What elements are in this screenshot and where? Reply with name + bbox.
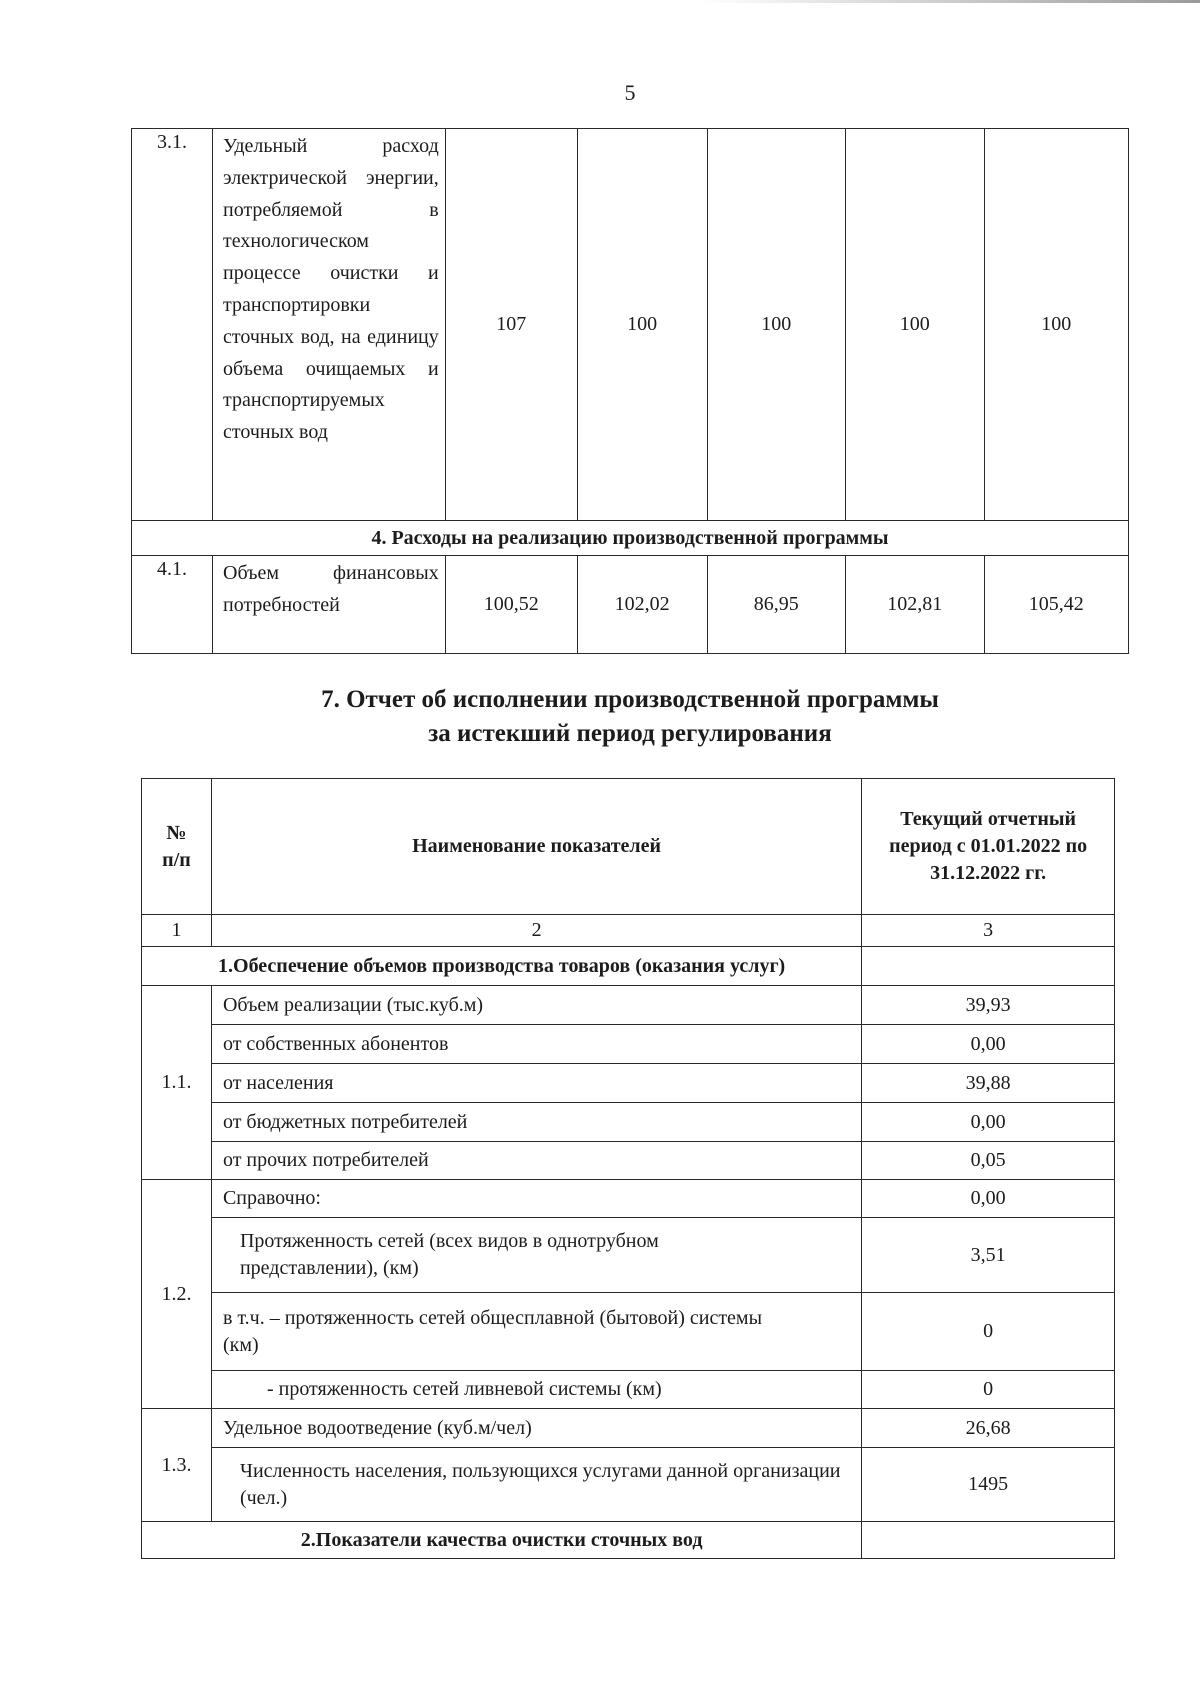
value-cell: 86,95 <box>707 556 845 654</box>
value-cell: 100 <box>577 129 707 521</box>
table-row <box>142 1142 1115 1180</box>
indicator-name: - протяженность сетей ливневой системы (км) <box>211 1371 861 1409</box>
table-row <box>142 1218 1115 1293</box>
indicator-name: от собственных абонентов <box>211 1025 861 1064</box>
indicator-name: Протяженность сетей (всех видов в однотрубном представлении), (км) <box>211 1218 861 1293</box>
row-name: Удельный расход электрической энергии, потребляемой в технологическом процессе очистки и транспортировки сточных вод, на единицу объема очищаемых и транспортируемых сточных вод <box>213 129 446 521</box>
indicator-value: 39,88 <box>862 1064 1115 1103</box>
header-row <box>142 779 1115 915</box>
group-number: 1.1. <box>142 986 212 1180</box>
indicator-value: 0,00 <box>862 1025 1115 1064</box>
table-row <box>142 1180 1115 1218</box>
table-row <box>142 1293 1115 1371</box>
table-row <box>142 1025 1115 1064</box>
indicator-name: Справочно: <box>211 1180 861 1218</box>
indicator-value: 3,51 <box>862 1218 1115 1293</box>
indicator-value: 0 <box>862 1293 1115 1371</box>
table-row-4-1 <box>132 556 1129 654</box>
row-name: Объем финансовых потребностей <box>213 556 446 654</box>
row-number: 3.1. <box>132 129 213 521</box>
production-program-report-table <box>141 778 1115 1559</box>
column-number: 2 <box>211 915 861 947</box>
indicator-value: 0 <box>862 1371 1115 1409</box>
group-number: 1.2. <box>142 1180 212 1409</box>
value-cell: 107 <box>445 129 577 521</box>
value-cell: 105,42 <box>984 556 1128 654</box>
indicator-value: 1495 <box>862 1448 1115 1522</box>
indicator-name: Объем реализации (тыс.куб.м) <box>211 986 861 1025</box>
table-row <box>142 1371 1115 1409</box>
section-row-2 <box>142 1522 1115 1559</box>
row-number: 4.1. <box>132 556 213 654</box>
indicator-value: 0,05 <box>862 1142 1115 1180</box>
indicator-name: от бюджетных потребителей <box>211 1103 861 1142</box>
section-heading-line-2: за истекший период регулирования <box>428 720 832 747</box>
indicator-value: 0,00 <box>862 1103 1115 1142</box>
empty-cell <box>862 947 1115 986</box>
column-number-row <box>142 915 1115 947</box>
indicators-table-continued <box>131 128 1129 654</box>
indicator-name: Численность населения, пользующихся услугами данной организации (чел.) <box>211 1448 861 1522</box>
value-cell: 102,81 <box>845 556 984 654</box>
indicator-name: в т.ч. – протяженность сетей общесплавной (бытовой) системы (км) <box>211 1293 861 1371</box>
value-cell: 100 <box>845 129 984 521</box>
indicator-name: Удельное водоотведение (куб.м/чел) <box>211 1409 861 1448</box>
section-title: 4. Расходы на реализацию производственной программы <box>132 521 1129 556</box>
value-cell: 100 <box>984 129 1128 521</box>
section-heading-line-1: 7. Отчет об исполнении производственной программы <box>321 686 939 713</box>
header-number: № п/п <box>142 779 212 915</box>
empty-cell <box>862 1522 1115 1559</box>
group-number: 1.3. <box>142 1409 212 1522</box>
indicator-name: от населения <box>211 1064 861 1103</box>
table-row <box>142 1448 1115 1522</box>
header-reporting-period: Текущий отчетный период с 01.01.2022 по 31.12.2022 гг. <box>862 779 1115 915</box>
page-number: 5 <box>624 80 636 105</box>
section-title: 1.Обеспечение объемов производства товаров (оказания услуг) <box>142 947 862 986</box>
table-row <box>142 1409 1115 1448</box>
column-number: 3 <box>862 915 1115 947</box>
section-row-4 <box>132 521 1129 556</box>
table-row <box>142 1103 1115 1142</box>
table-row <box>142 986 1115 1025</box>
section-title: 2.Показатели качества очистки сточных вод <box>142 1522 862 1559</box>
indicator-value: 0,00 <box>862 1180 1115 1218</box>
value-cell: 102,02 <box>577 556 707 654</box>
table-row-3-1 <box>132 129 1129 521</box>
indicator-value: 26,68 <box>862 1409 1115 1448</box>
column-number: 1 <box>142 915 212 947</box>
header-indicator-name: Наименование показателей <box>211 779 861 915</box>
scan-edge-line <box>700 0 1200 3</box>
value-cell: 100,52 <box>445 556 577 654</box>
indicator-name: от прочих потребителей <box>211 1142 861 1180</box>
indicator-value: 39,93 <box>862 986 1115 1025</box>
section-row-1 <box>142 947 1115 986</box>
table-row <box>142 1064 1115 1103</box>
value-cell: 100 <box>707 129 845 521</box>
